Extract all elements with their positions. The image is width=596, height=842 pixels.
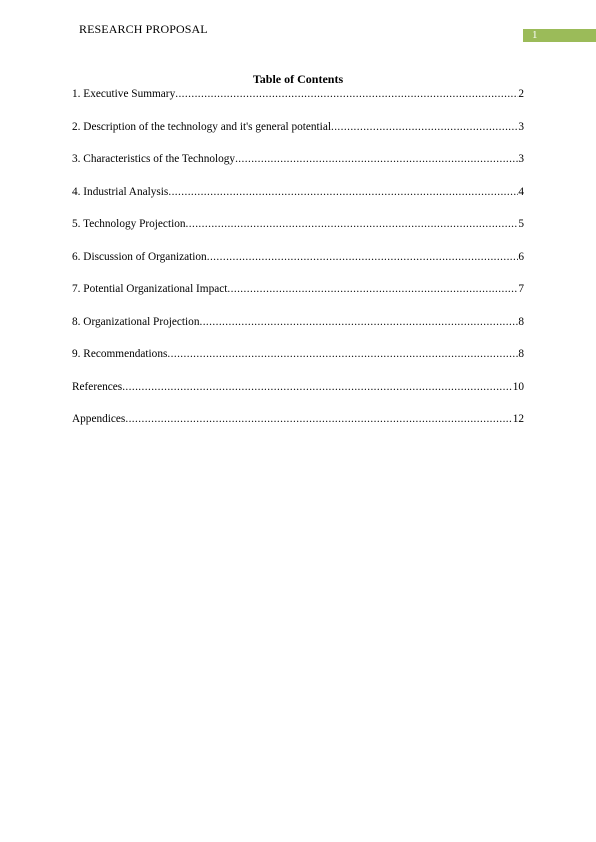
toc-entry-label: 9. Recommendations: [72, 348, 168, 360]
toc-entry-label: Appendices: [72, 413, 126, 425]
toc-entry-page: 6: [518, 250, 524, 263]
dot-leader: [167, 348, 518, 361]
toc-entry[interactable]: [72, 121, 524, 134]
toc-entry-page: 2: [518, 88, 524, 100]
dot-leader: [168, 186, 518, 199]
toc-entry[interactable]: [72, 316, 524, 329]
toc-entry-page: 3: [518, 120, 524, 133]
toc-entry-label: 7. Potential Organizational Impact: [72, 283, 228, 295]
toc-title: Table of Contents: [252, 72, 344, 86]
toc-entry-label: References: [72, 380, 123, 393]
dot-leader: [122, 381, 513, 394]
toc-entry[interactable]: [72, 186, 524, 199]
dot-leader: [207, 251, 519, 264]
toc-entry[interactable]: [72, 88, 524, 101]
toc-entry-label: 8. Organizational Projection: [72, 315, 200, 328]
toc-entry[interactable]: [72, 348, 524, 361]
toc-entry-page: 7: [518, 283, 524, 295]
toc-entry-label: 3. Characteristics of the Technology: [72, 153, 236, 165]
toc-entry-page: 8: [518, 348, 524, 360]
dot-leader: [186, 218, 519, 231]
dot-leader: [235, 153, 518, 166]
toc-entry-page: 12: [512, 413, 524, 425]
toc-entry-label: 6. Discussion of Organization: [72, 250, 207, 263]
toc-entry-page: 5: [518, 218, 524, 230]
table-of-contents: [72, 88, 524, 446]
toc-entry-page: 8: [518, 315, 524, 328]
dot-leader: [227, 283, 518, 296]
toc-entry[interactable]: [72, 218, 524, 231]
dot-leader: [175, 88, 518, 101]
running-head: RESEARCH PROPOSAL: [79, 22, 208, 36]
dot-leader: [331, 121, 518, 134]
page-number-badge: 1: [523, 29, 596, 42]
toc-entry-page: 3: [518, 153, 524, 165]
toc-entry[interactable]: [72, 251, 524, 264]
toc-entry[interactable]: [72, 283, 524, 296]
toc-entry[interactable]: [72, 413, 524, 426]
toc-entry[interactable]: [72, 153, 524, 166]
dot-leader: [199, 316, 518, 329]
toc-entry[interactable]: [72, 381, 524, 394]
toc-entry-page: 10: [512, 380, 524, 393]
dot-leader: [125, 413, 512, 426]
toc-entry-label: 2. Description of the technology and it's general potential: [72, 120, 331, 133]
toc-entry-label: 5. Technology Projection: [72, 218, 186, 230]
toc-entry-page: 4: [518, 185, 524, 198]
toc-entry-label: 1. Executive Summary: [72, 88, 176, 100]
toc-entry-label: 4. Industrial Analysis: [72, 185, 169, 198]
